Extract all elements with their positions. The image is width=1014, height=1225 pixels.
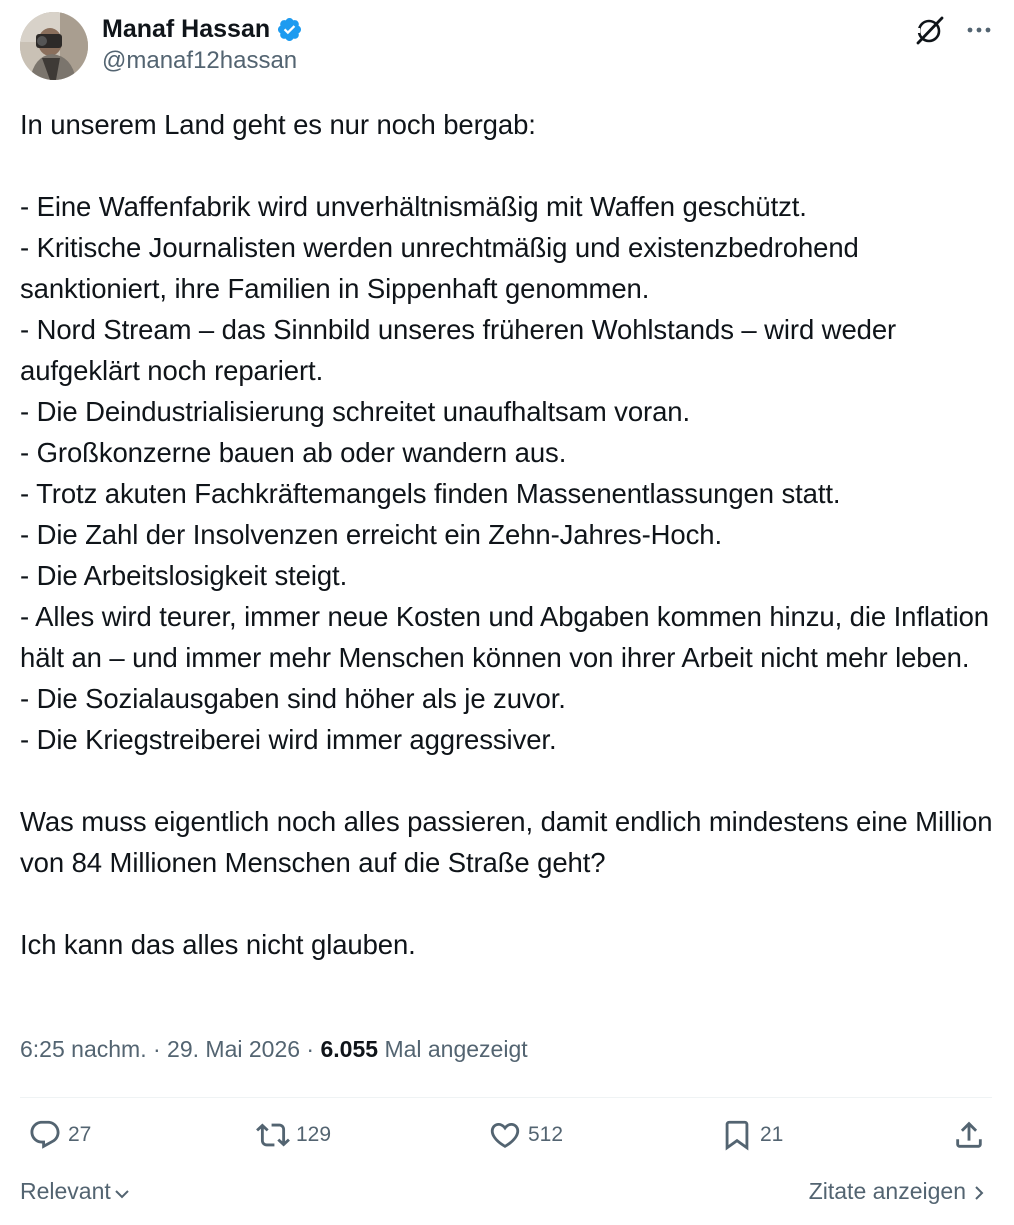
retweet-count: 129 xyxy=(296,1123,332,1146)
sort-label: Relevant xyxy=(20,1178,111,1204)
tweet-footer xyxy=(20,1178,988,1212)
views-count: 6.055 xyxy=(320,1036,379,1062)
like-count: 512 xyxy=(528,1123,564,1146)
divider xyxy=(20,1097,992,1098)
like-icon xyxy=(488,1118,522,1152)
chevron-right-icon xyxy=(970,1184,988,1202)
views-label: Mal angezeigt xyxy=(384,1036,528,1062)
bookmark-count: 21 xyxy=(760,1123,784,1146)
reply-button[interactable] xyxy=(28,1118,91,1152)
tweet-meta xyxy=(20,1036,528,1063)
retweet-icon xyxy=(256,1118,290,1152)
meta-separator: · xyxy=(152,1036,161,1062)
bookmark-button[interactable] xyxy=(720,1118,783,1152)
verified-badge-icon xyxy=(276,16,303,43)
share-button[interactable] xyxy=(952,1118,986,1152)
retweet-button[interactable] xyxy=(256,1118,331,1152)
top-actions xyxy=(914,14,994,46)
sort-dropdown[interactable] xyxy=(20,1178,131,1205)
grok-icon[interactable] xyxy=(914,14,946,46)
share-icon xyxy=(952,1118,986,1152)
author-display-name[interactable]: Manaf Hassan xyxy=(102,14,271,43)
like-button[interactable] xyxy=(488,1118,563,1152)
reply-icon xyxy=(28,1118,62,1152)
view-quotes-link[interactable] xyxy=(809,1178,988,1205)
bookmark-icon xyxy=(720,1118,754,1152)
tweet-text: In unserem Land geht es nur noch bergab: - Eine Waffenfabrik wird unverhältnismäßig mit Waffen geschützt. - Kritische Journalisten werden unrechtmäßig und existenzbedrohend sanktioniert, ihre Familien in Sippenhaft genommen. - Nord Stream – das Sinnbild unseres früheren Wohlstands – wird weder aufgeklärt noch repariert. - Die Deindustrialisierung schreitet unaufhaltsam voran. - Großkonzerne bauen ab oder wandern aus. - Trotz akuten Fachkräftemangels finden Massenentlassungen statt. - Die Zahl der Insolvenzen erreicht ein Zehn-Jahres-Hoch. - Die Arbeitslosigkeit steigt. - Alles wird teurer, immer neue Kosten und Abgaben kommen hinzu, die Inflation hält an – und immer mehr Menschen können von ihrer Arbeit nicht mehr leben. - Die Sozialausgaben sind höher als je zuvor. - Die Kriegstreiberei wird immer aggressiver. Was muss eigentlich noch alles passieren, damit endlich mindestens eine Million von 84 Millionen Menschen auf die Straße geht? Ich kann das alles nicht glauben. xyxy=(20,109,993,960)
reply-count: 27 xyxy=(68,1123,92,1146)
chevron-down-icon xyxy=(113,1185,131,1203)
tweet-date[interactable]: 29. Mai 2026 xyxy=(167,1036,301,1062)
more-icon[interactable] xyxy=(964,15,994,45)
tweet-time[interactable]: 6:25 nachm. xyxy=(20,1036,147,1062)
quotes-label: Zitate anzeigen xyxy=(808,1178,966,1204)
action-bar xyxy=(20,1118,992,1162)
tweet-header xyxy=(20,12,994,82)
meta-separator: · xyxy=(306,1036,315,1062)
author-block xyxy=(102,12,303,75)
avatar[interactable] xyxy=(20,12,88,80)
author-handle[interactable]: @manaf12hassan xyxy=(102,47,298,74)
